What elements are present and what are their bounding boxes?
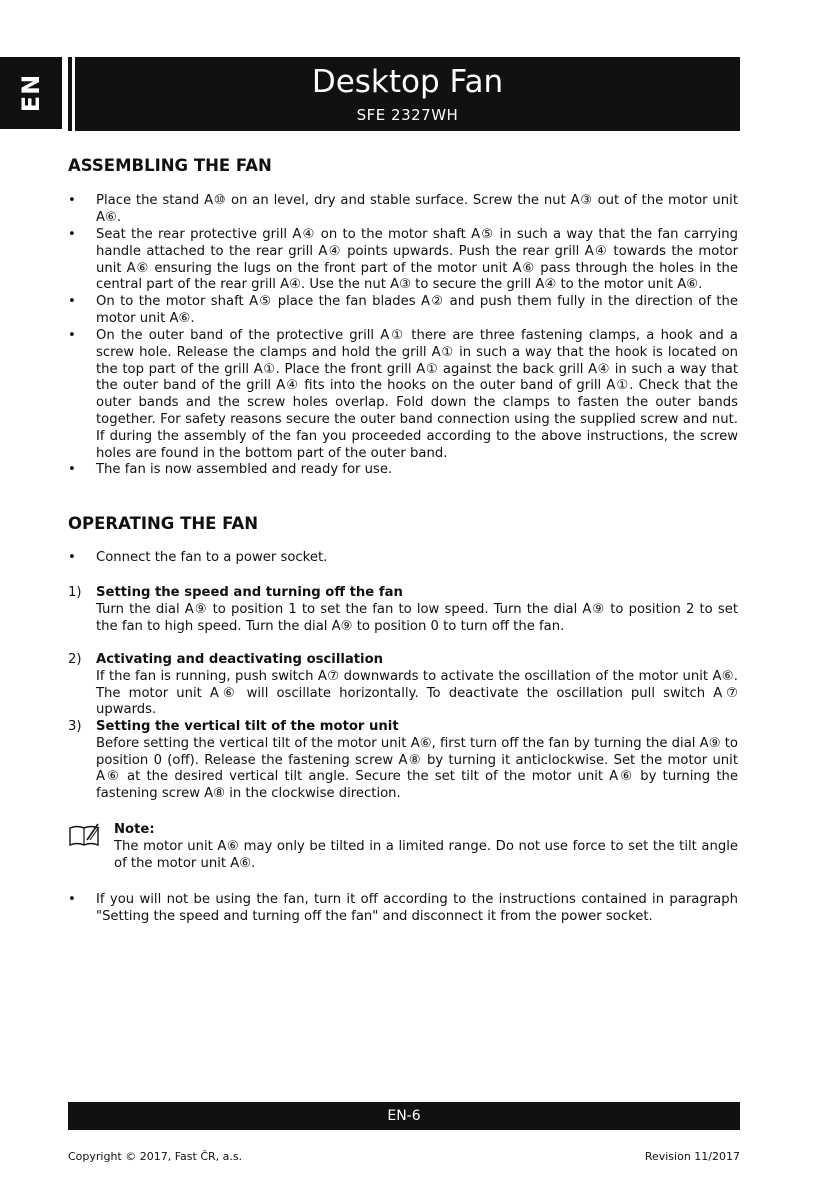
page-number-bar — [68, 1102, 740, 1130]
step-text: Before setting the vertical tilt of the motor unit A⑥, first turn off the fan by turning the dial A⑨ to position 0 (off). Release the fastening screw A⑧ by turning it anticlockwise. Set the motor unit A⑥ at the desired vertical tilt angle. Secure the set tilt of the motor unit A⑥ by turning the fastening screw A⑧ in the clockwise direction. — [96, 735, 738, 802]
step-title: Setting the vertical tilt of the motor unit — [96, 719, 399, 734]
operating-intro: Connect the fan to a power socket. — [96, 550, 328, 565]
assembly-step: Seat the rear protective grill A④ on to the motor shaft A⑤ in such a way that the fan carrying handle attached to the rear grill A④ points upwards. Push the rear grill A④ towards the motor unit A⑥ ensuring the lugs on the front part of the motor unit A⑥ pass through the holes in the central part of the rear grill A④. Use the nut A③ to secure the grill A④ to the motor unit A⑥. — [96, 227, 738, 293]
assembly-step: On the outer band of the protective grill A① there are three fastening clamps, a hook and a screw hole. Release the clamps and hold the grill A① in such a way that the hook is located on the top part of the grill A①. Place the front grill A① against the back grill A④ in such a way that the outer band of the grill A④ fits into the hooks on the outer band of grill A①. Check that the outer bands and the screw holes overlap. Fold down the clamps to fasten the outer bands together. For safety reasons secure the outer band connection using the supplied screw and nut. If during the assembly of the fan you proceeded according to the above instructions, the screw holes are found in the bottom part of the outer band. — [96, 328, 738, 461]
note-text: The motor unit A⑥ may only be tilted in a limited range. Do not use force to set the tilt angle of the motor unit A⑥. — [114, 838, 738, 871]
bullet-marker: • — [68, 227, 76, 242]
page-number: EN-6 — [387, 1108, 421, 1124]
operating-step-1 — [96, 585, 738, 635]
step-number: 3) — [68, 719, 82, 734]
revision: Revision 11/2017 — [644, 1150, 740, 1163]
bullet-marker: • — [68, 550, 76, 565]
step-title: Activating and deactivating oscillation — [96, 652, 384, 667]
final-instruction: If you will not be using the fan, turn it off according to the instructions contained in paragraph "Setting the speed and turning off the fan" and disconnect it from the power socket. — [96, 892, 738, 924]
section-title-assembling: ASSEMBLING THE FAN — [68, 156, 272, 175]
step-number: 1) — [68, 585, 82, 600]
bullet-marker: • — [68, 462, 76, 477]
language-label: EN — [17, 73, 45, 113]
assembly-step: Place the stand A⑩ on an level, dry and stable surface. Screw the nut A③ out of the motor unit A⑥. — [96, 193, 738, 225]
bullet-marker: • — [68, 294, 76, 309]
step-number: 2) — [68, 652, 82, 667]
bullet-marker: • — [68, 892, 76, 907]
document-title: Desktop Fan — [311, 64, 504, 100]
note-title: Note: — [114, 822, 155, 837]
step-title: Setting the speed and turning off the fan — [96, 585, 403, 600]
copyright: Copyright © 2017, Fast ČR, a.s. — [68, 1150, 243, 1163]
header-bar — [75, 57, 740, 131]
section-title-operating: OPERATING THE FAN — [68, 514, 259, 533]
note-book-icon — [68, 822, 100, 848]
header-divider — [68, 57, 72, 131]
note-block — [114, 822, 738, 872]
step-text: If the fan is running, push switch A⑦ downwards to activate the oscillation of the motor unit A⑥. The motor unit A⑥ will oscillate horizontally. To deactivate the oscillation pull switch A⑦ upwards. — [96, 668, 738, 718]
operating-step-3 — [96, 719, 738, 803]
bullet-marker: • — [68, 328, 76, 343]
assembly-step: The fan is now assembled and ready for use. — [96, 462, 393, 477]
step-text: Turn the dial A⑨ to position 1 to set the fan to low speed. Turn the dial A⑨ to position 2 to set the fan to high speed. Turn the dial A⑨ to position 0 to turn off the fan. — [96, 601, 738, 634]
assembly-step: On to the motor shaft A⑤ place the fan blades A② and push them fully in the direction of the motor unit A⑥. — [96, 294, 738, 326]
model-number: SFE 2327WH — [356, 106, 459, 124]
language-tab — [0, 57, 62, 129]
operating-step-2 — [96, 652, 738, 719]
bullet-marker: • — [68, 193, 76, 208]
